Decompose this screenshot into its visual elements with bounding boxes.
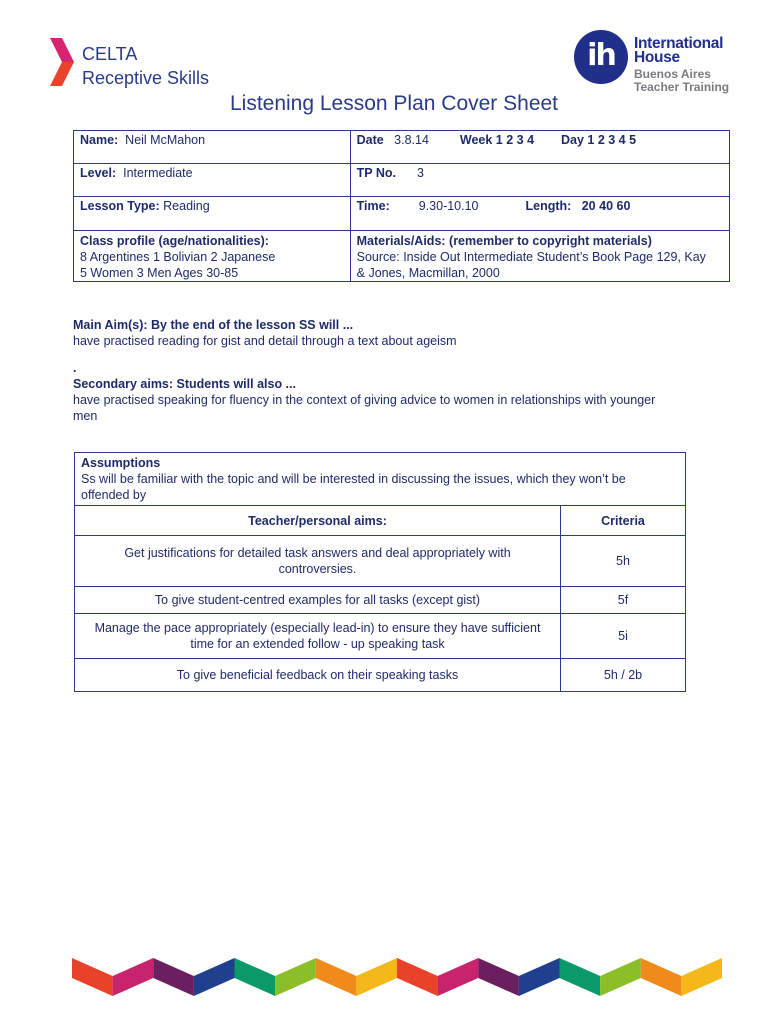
profile-label: Class profile (age/nationalities):: [80, 234, 269, 248]
profile-line-1: 8 Argentines 1 Bolivian 2 Japanese: [80, 250, 276, 264]
aim-line-1: Manage the pace appropriately (especially lead-in) to ensure they have sufficient: [94, 621, 541, 635]
criteria-cell: 5i: [561, 614, 686, 659]
main-aim-text: have practised reading for gist and detail through a text about ageism: [73, 334, 457, 348]
zigzag-segment: [681, 958, 722, 996]
time-label: Time:: [356, 199, 390, 213]
name-label: Name:: [80, 133, 119, 147]
aim-line-2: controversies.: [278, 562, 357, 576]
materials-line-1: Source: Inside Out Intermediate Student’s Book Page 129, Kay: [356, 250, 706, 264]
zigzag-segment: [397, 958, 438, 996]
secondary-aim-line-1: have practised speaking for fluency in the context of giving advice to women in relationships with younger: [73, 393, 656, 407]
aim-cell: [75, 536, 561, 587]
date-value: 3.8.14: [394, 133, 429, 147]
table-row: [75, 536, 686, 587]
aim-line-2: time for an extended follow - up speaking task: [190, 637, 445, 651]
ih-sub-line-1: Buenos Aires: [634, 67, 711, 81]
main-aims: [73, 317, 713, 349]
materials-label: Materials/Aids: (remember to copyright materials): [356, 234, 652, 248]
zigzag-segment: [275, 958, 316, 996]
secondary-aim-line-2: men: [73, 409, 98, 423]
length-value: 20 40 60: [581, 199, 631, 213]
assumptions-criteria-table: [74, 452, 686, 692]
materials-line-2: & Jones, Macmillan, 2000: [356, 266, 500, 280]
international-house-logo: [574, 30, 764, 96]
table-row: [75, 587, 686, 614]
criteria-cell: 5h: [561, 536, 686, 587]
time-cell: [350, 197, 729, 231]
day-label: Day 1 2 3 4 5: [561, 133, 637, 147]
time-value: 9.30-10.10: [418, 199, 479, 213]
profile-line-2: 5 Women 3 Men Ages 30-85: [80, 266, 239, 280]
zigzag-segment: [478, 958, 519, 996]
ih-name-line-1: International: [634, 35, 724, 52]
level-value: Intermediate: [123, 166, 193, 180]
zigzag-segment: [72, 958, 113, 996]
secondary-aims: [73, 376, 713, 424]
zigzag-segment: [356, 958, 397, 996]
length-label: Length:: [525, 199, 572, 213]
zigzag-segment: [194, 958, 235, 996]
zigzag-segment: [113, 958, 154, 996]
lesson-type-value: Reading: [163, 199, 210, 213]
zigzag-segment: [153, 958, 194, 996]
name-value: Neil McMahon: [125, 133, 206, 147]
zigzag-segment: [316, 958, 357, 996]
assumptions-label: Assumptions: [81, 456, 161, 470]
aim-line-1: To give beneficial feedback on their speaking tasks: [176, 668, 459, 682]
ih-sub-line-2: Teacher Training: [634, 80, 730, 94]
stray-dot: .: [73, 361, 77, 375]
lesson-info-table: [73, 130, 730, 282]
zigzag-segment: [235, 958, 276, 996]
aim-cell: [75, 659, 561, 692]
zigzag-segment: [560, 958, 601, 996]
assumptions-cell: [75, 453, 686, 506]
page-title: Listening Lesson Plan Cover Sheet: [229, 92, 559, 115]
class-profile-cell: [74, 231, 351, 282]
aim-line-1: To give student-centred examples for all tasks (except gist): [154, 593, 481, 607]
tp-label: TP No.: [356, 166, 396, 180]
aim-line-1: Get justifications for detailed task answers and deal appropriately with: [124, 546, 511, 560]
zigzag-segment: [438, 958, 479, 996]
name-cell: [74, 131, 351, 164]
week-label: Week 1 2 3 4: [459, 133, 535, 147]
brand-line-2: Receptive Skills: [82, 68, 210, 88]
ih-name-line-2: House: [634, 49, 680, 66]
tp-cell: [350, 164, 729, 197]
lesson-type-label: Lesson Type:: [80, 199, 160, 213]
aim-cell: [75, 614, 561, 659]
zigzag-segment: [600, 958, 641, 996]
table-row: [75, 659, 686, 692]
level-cell: [74, 164, 351, 197]
assumptions-line-2: offended by: [81, 488, 147, 502]
col-header-criteria: Criteria: [561, 506, 686, 536]
aim-cell: [75, 587, 561, 614]
criteria-cell: 5f: [561, 587, 686, 614]
assumptions-line-1: Ss will be familiar with the topic and will be interested in discussing the issues, which they won’t be: [81, 472, 626, 486]
ih-name: [634, 37, 723, 65]
col-header-aims: Teacher/personal aims:: [75, 506, 561, 536]
zigzag-segment: [519, 958, 560, 996]
main-aim-label: Main Aim(s): By the end of the lesson SS will ...: [73, 318, 354, 332]
date-label: Date: [356, 133, 384, 147]
table-row: [75, 614, 686, 659]
ih-circle-icon: ih: [574, 30, 628, 84]
level-label: Level:: [80, 166, 117, 180]
brand-heading: [82, 42, 209, 90]
decorative-zigzag-ribbon: [72, 954, 722, 1000]
date-cell: [350, 131, 729, 164]
ih-subtitle: [634, 68, 729, 94]
criteria-cell: 5h / 2b: [561, 659, 686, 692]
celta-chevron-logo: [50, 38, 76, 86]
lesson-type-cell: [74, 197, 351, 231]
materials-cell: [350, 231, 729, 282]
brand-line-1: CELTA: [82, 44, 138, 64]
zigzag-segment: [641, 958, 682, 996]
tp-value: 3: [416, 166, 424, 180]
secondary-aim-label: Secondary aims: Students will also ...: [73, 377, 296, 391]
